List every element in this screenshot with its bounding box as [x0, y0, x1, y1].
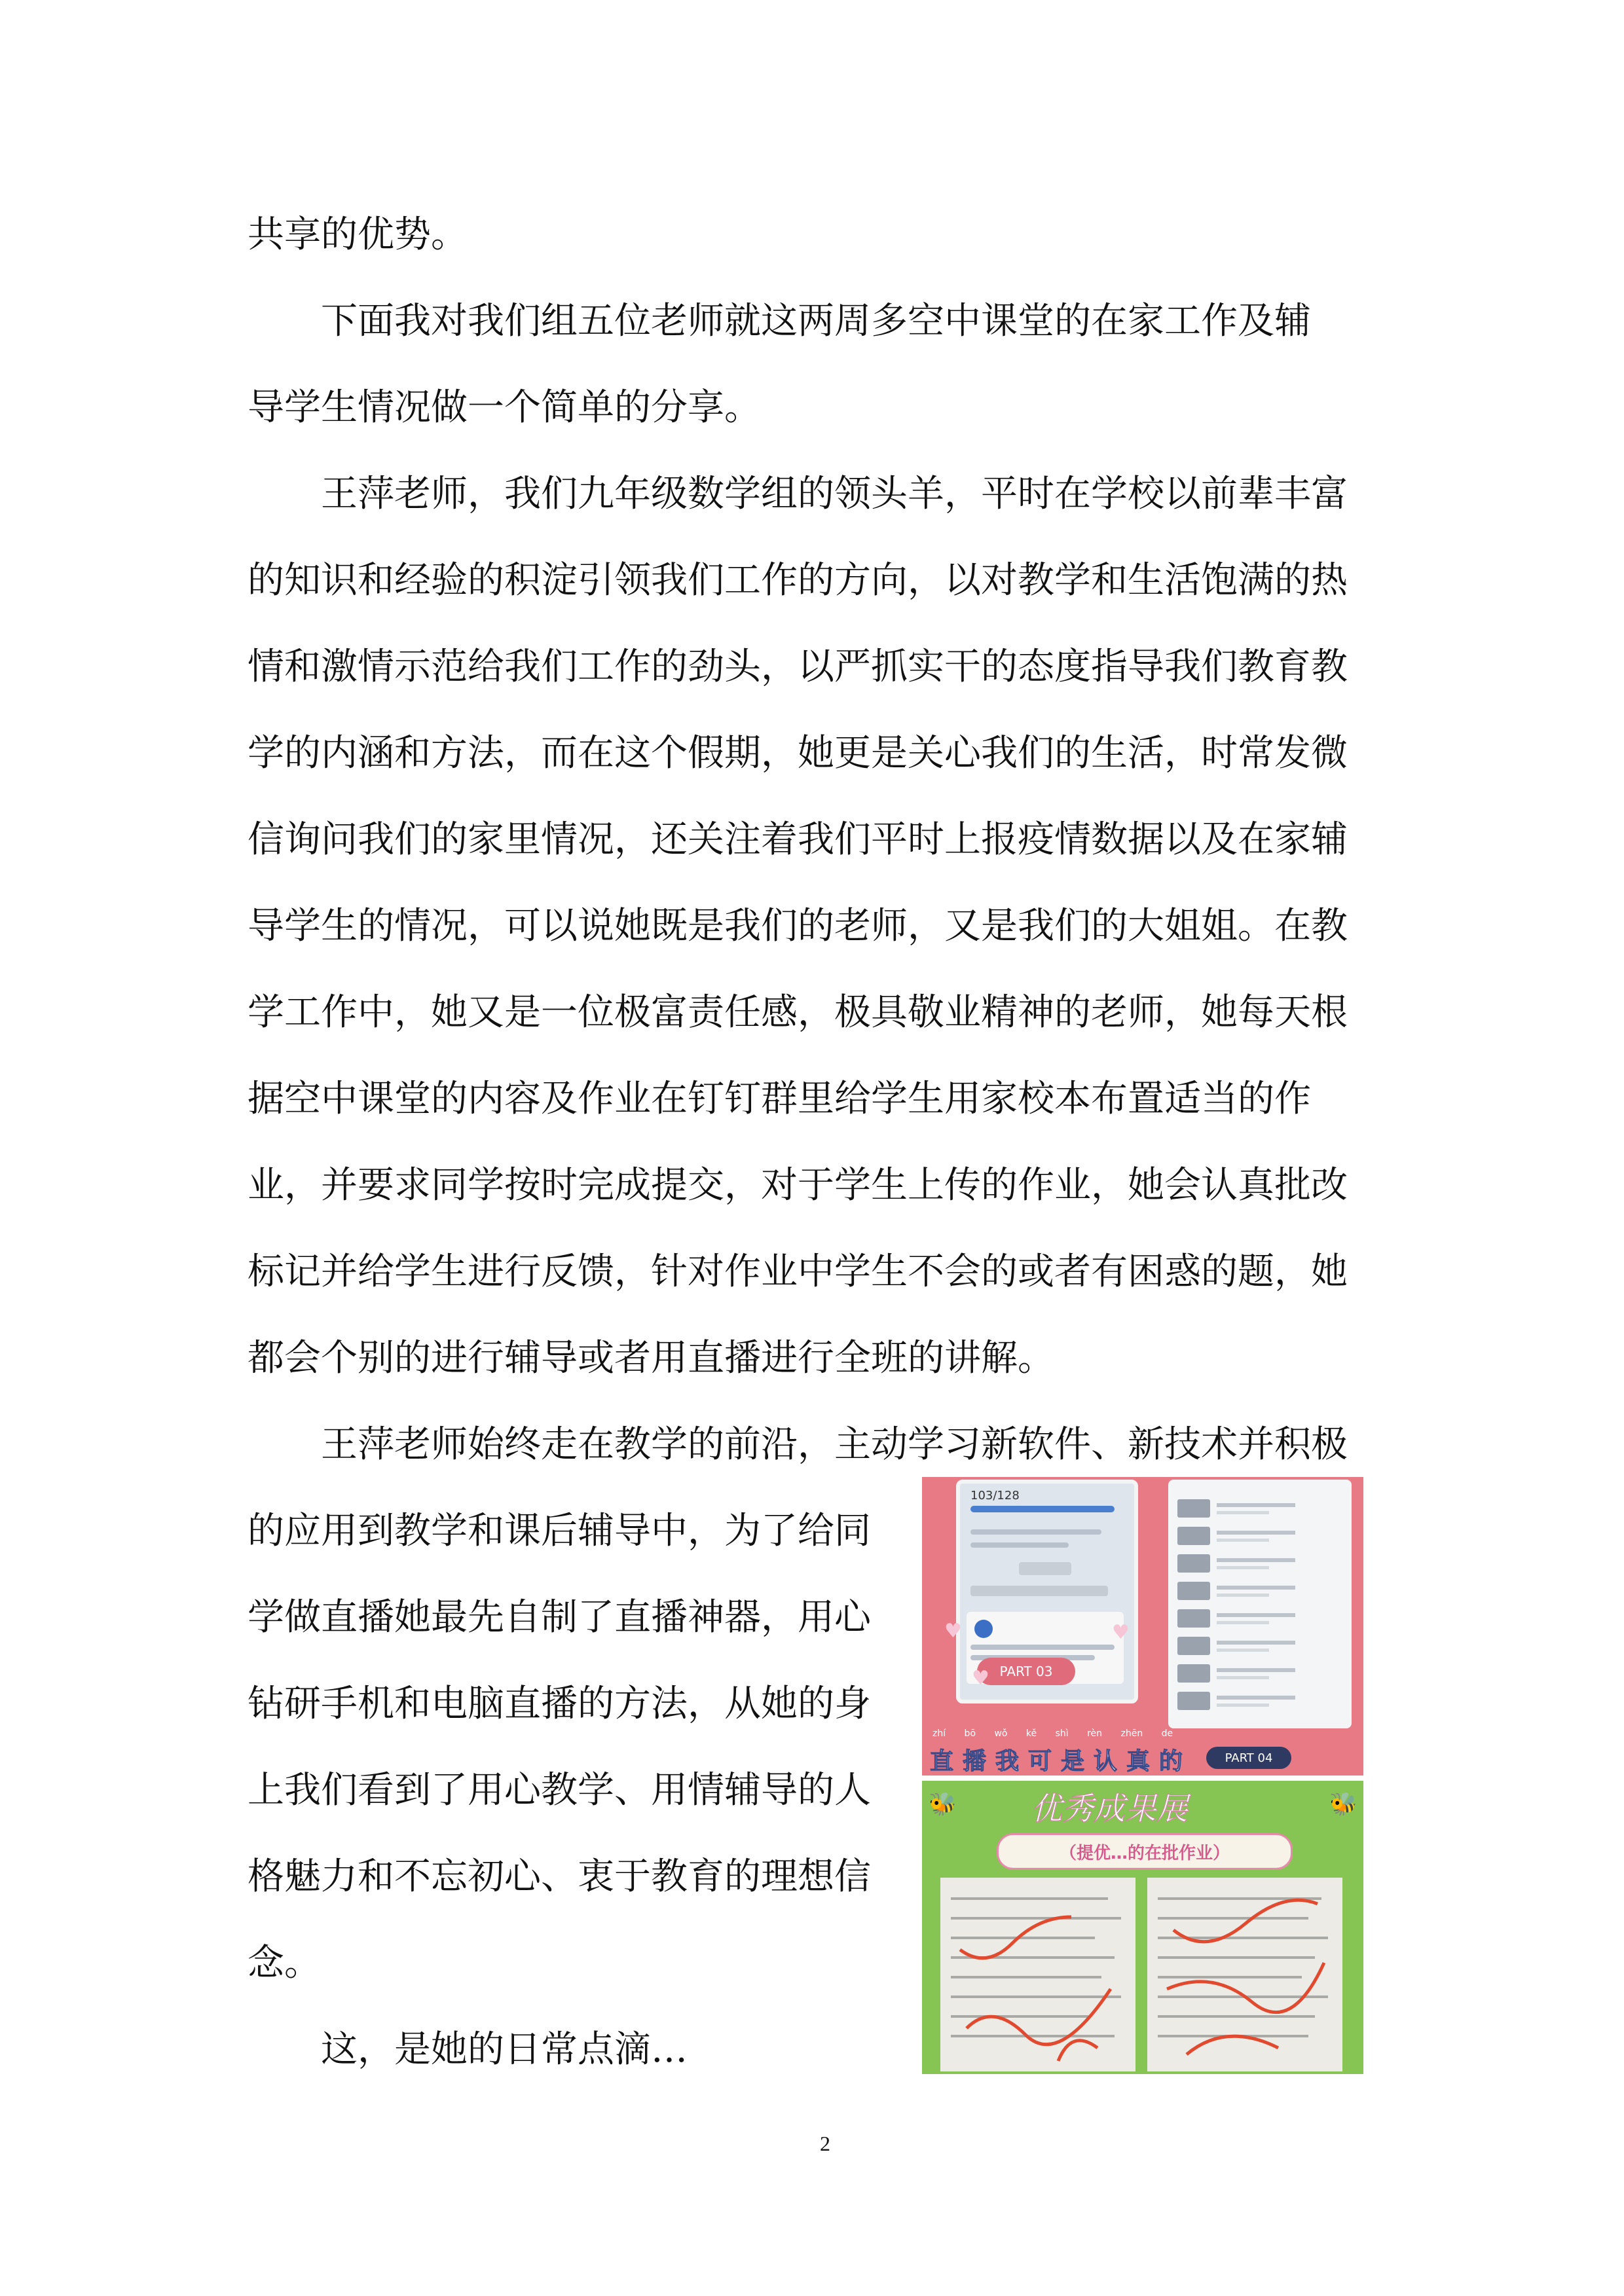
- paragraph-4-continued: [248, 1488, 893, 2007]
- page-number: 2: [820, 2132, 830, 2155]
- text-line: 业，并要求同学按时完成提交，对于学生上传的作业，她会认真批改: [248, 1164, 1348, 1207]
- heart-icon: ♥: [1112, 1621, 1130, 1644]
- caption-strip: [922, 1728, 1363, 1776]
- text-line: 信询问我们的家里情况，还关注着我们平时上报疫情数据以及在家辅: [248, 818, 1348, 861]
- text-line: 学工作中，她又是一位极富责任感，极具敬业精神的老师，她每天根: [248, 991, 1348, 1034]
- showcase-title: 优秀成果展: [1031, 1791, 1189, 1827]
- text-line: 标记并给学生进行反馈，针对作业中学生不会的或者有困惑的题，她: [248, 1250, 1348, 1293]
- bee-icon: 🐝: [1329, 1791, 1357, 1817]
- photo-collage: [922, 1477, 1363, 2074]
- homework-page-left: [940, 1878, 1135, 2071]
- paragraph-1: [248, 192, 1384, 278]
- live-stream-panel: [922, 1477, 1363, 1776]
- text-line: 的知识和经验的积淀引领我们工作的方向，以对教学和生活饱满的热: [248, 559, 1348, 602]
- text-line: 下面我对我们组五位老师就这两周多空中课堂的在家工作及辅: [321, 300, 1311, 342]
- caption-title: 直播我可是认真的: [930, 1748, 1192, 1775]
- heart-icon: ♥: [944, 1620, 962, 1643]
- paragraph-2: [248, 278, 1384, 451]
- text-line: 都会个别的进行辅导或者用直播进行全班的讲解。: [248, 1337, 1054, 1379]
- text-line: 据空中课堂的内容及作业在钉钉群里给学生用家校本布置适当的作: [248, 1078, 1311, 1120]
- text-line: 共享的优势。: [248, 213, 468, 256]
- paragraph-5: [248, 2007, 893, 2093]
- paragraph-3: [248, 451, 1384, 1402]
- text-line: 情和激情示范给我们工作的劲头，以严抓实干的态度指导我们教育教: [248, 646, 1348, 688]
- text-line: 学的内涵和方法，而在这个假期，她更是关心我们的生活，时常发微: [248, 732, 1348, 774]
- text-line: 这，是她的日常点滴…: [321, 2028, 688, 2071]
- heart-icon: ♥: [972, 1667, 989, 1690]
- text-line: 钻研手机和电脑直播的方法，从她的身: [248, 1683, 871, 1725]
- part-tag-left: PART 03: [977, 1658, 1075, 1685]
- text-line: 导学生的情况，可以说她既是我们的老师，又是我们的大姐姐。在教: [248, 905, 1348, 947]
- homework-page-right: [1147, 1878, 1342, 2071]
- phone-progress-text: 103/128: [970, 1489, 1020, 1503]
- text-line: 的应用到教学和课后辅导中，为了给同: [248, 1510, 871, 1552]
- bee-icon: 🐝: [929, 1791, 957, 1817]
- text-line: 格魅力和不忘初心、衷于教育的理想信: [248, 1855, 871, 1898]
- paragraph-4: [248, 1402, 1384, 1488]
- text-line: 念。: [248, 1942, 321, 1984]
- text-line: 上我们看到了用心教学、用情辅导的人: [248, 1769, 871, 1812]
- part-tag-right: PART 04: [1206, 1747, 1291, 1769]
- showcase-subtitle: （提优…的在批作业）: [997, 1833, 1293, 1870]
- text-line: 王萍老师始终走在教学的前沿，主动学习新软件、新技术并积极: [321, 1423, 1348, 1466]
- text-line: 学做直播她最先自制了直播神器，用心: [248, 1596, 871, 1639]
- homework-showcase-panel: [922, 1781, 1363, 2074]
- text-line: 王萍老师，我们九年级数学组的领头羊，平时在学校以前辈丰富: [321, 473, 1348, 515]
- text-line: 导学生情况做一个简单的分享。: [248, 386, 761, 429]
- tablet-screenshot: [1168, 1480, 1352, 1728]
- caption-pinyin: zhí bō wǒ kě shì rèn zhēn de: [932, 1728, 1173, 1739]
